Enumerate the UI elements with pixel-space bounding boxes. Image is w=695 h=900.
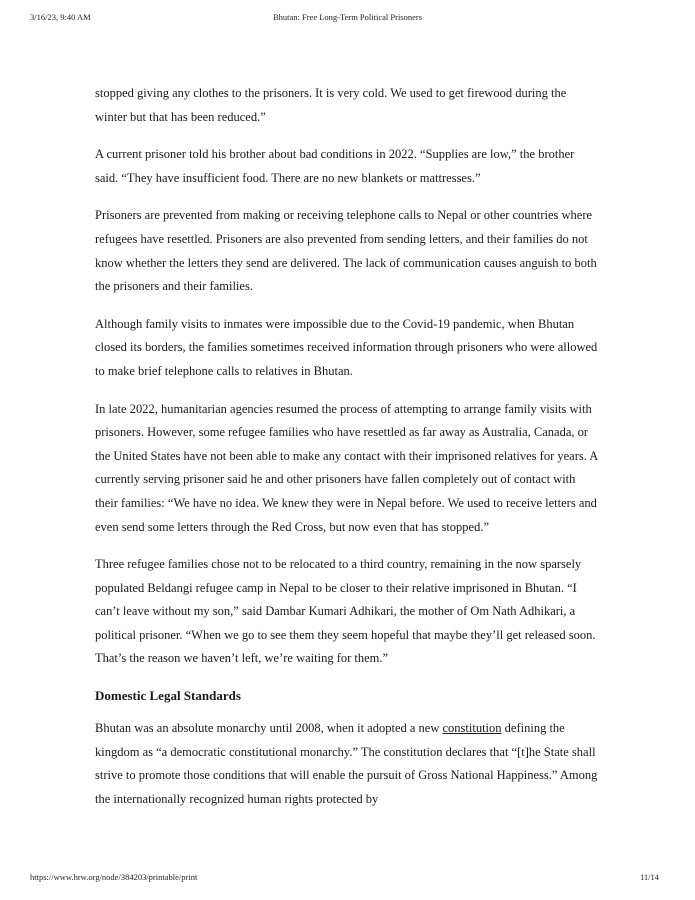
paragraph-3: Prisoners are prevented from making or receiving telephone calls to Nepal or other countries where refugees have resettled. Prisoners are also prevented from sending letters, and their families do not know whether the letters they send are delivered. The lack of communication causes anguish to both the prisoners and their families. [95,208,597,294]
paragraph-1: stopped giving any clothes to the prisoners. It is very cold. We used to get firewood during the winter but that has been reduced.” [95,86,567,124]
paragraph-4: Although family visits to inmates were impossible due to the Covid-19 pandemic, when Bhutan closed its borders, the families sometimes received information through prisoners who were allowed to make brief telephone calls to relatives in Bhutan. [95,316,598,378]
print-page-title: Bhutan: Free Long-Term Political Prisoners [272,12,423,22]
section-heading: Domestic Legal Standards [95,688,241,704]
paragraph-7-text-end: defining the kingdom as “a democratic constitutional monarchy.” The constitution declares that “[t]he State shall strive to promote those conditions that will enable the pursuit of Gross National Happiness.” Among the internationally recognized human rights protected by [95,721,598,806]
print-page-number: 11/14 [639,872,659,882]
print-url: https://www.hrw.org/node/384203/printable/print [30,872,198,882]
paragraph-7-text-start: Bhutan was an absolute monarchy until 2008, when it adopted a new [95,721,443,736]
paragraph-2: A current prisoner told his brother about bad conditions in 2022. “Supplies are low,” the brother said. “They have insufficient food. There are no new blankets or mattresses.” [95,147,575,185]
print-datetime: 3/16/23, 9:40 AM [30,12,91,22]
paragraph-6: Three refugee families chose not to be relocated to a third country, remaining in the now sparsely populated Beldangi refugee camp in Nepal to be closer to their relative imprisoned in Bhutan. “I can’t leave without my son,” said Dambar Kumari Adhikari, the mother of Om Nath Adhikari, a political prisoner. “When we go to see them they seem hopeful that maybe they’ll get released soon. That’s the reason we haven’t left, we’re waiting for them.” [95,557,596,666]
article-body [95,82,600,825]
paragraph-7 [95,717,600,811]
constitution-link[interactable]: constitution [442,721,502,736]
paragraph-5: In late 2022, humanitarian agencies resumed the process of attempting to arrange family visits with prisoners. However, some refugee families who have resettled as far away as Australia, Canada, or the United States have not been able to make any contact with their imprisoned relatives for years. A currently serving prisoner said he and other prisoners have fallen completely out of contact with their families: “We have no idea. We knew they were in Nepal before. We used to receive letters and even send some letters through the Red Cross, but now even that has stopped.” [95,401,598,534]
